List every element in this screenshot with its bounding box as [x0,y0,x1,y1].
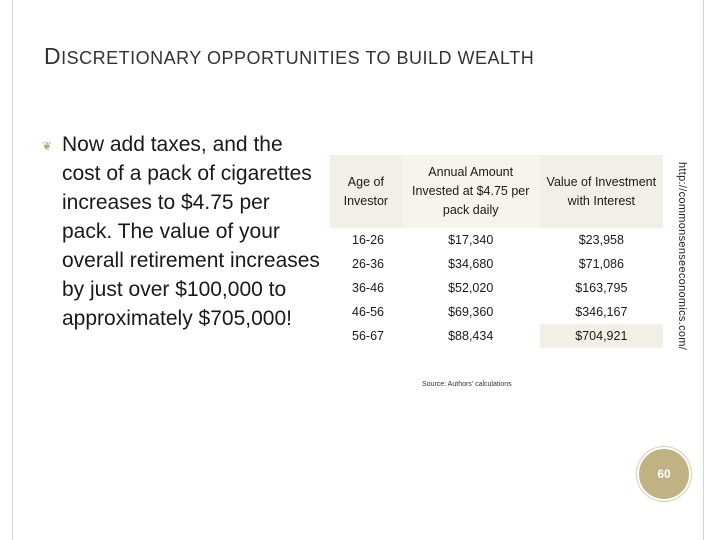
table-cell-highlighted: $704,921 [540,324,663,348]
investment-table [330,155,663,348]
table-cell: $346,167 [540,300,663,324]
table-cell: 36-46 [352,281,384,295]
table-header-row [330,155,663,228]
table-cell: 46-56 [352,305,384,319]
table-cell: $71,086 [540,252,663,276]
table-header-cell: Annual Amount Invested at $4.75 per pack daily [402,155,540,228]
source-note: Source: Authors' calculations [422,381,512,388]
body-paragraph: Now add taxes, and the cost of a pack of cigarettes increases to $4.75 per pack. The value of your overall retirement increases by just over $100,000 to approximately $705,000! [62,133,320,330]
table-cell: $17,340 [448,233,494,247]
slide-title: DISCRETIONARY OPPORTUNITIES TO BUILD WEALTH [44,43,535,69]
table-row [330,252,663,276]
table-cell: $23,958 [540,228,663,252]
table-row [330,228,663,252]
left-border-rule [12,0,13,540]
page-number: 60 [657,467,671,481]
flourish-bullet-icon: ❦ [42,139,53,153]
table-header-cell: Age of Investor [330,155,402,228]
table-cell: 26-36 [352,257,384,271]
table-row [330,276,663,300]
table-cell: $69,360 [448,305,494,319]
table-cell: $34,680 [448,257,494,271]
right-border-rule [703,0,704,540]
table-header-cell: Value of Investment with Interest [540,155,663,228]
table-cell: 16-26 [352,233,384,247]
table-cell: $163,795 [540,276,663,300]
table-row [330,300,663,324]
table-cell: 56-67 [352,329,384,343]
table-cell: $52,020 [448,281,494,295]
table-cell: $88,434 [448,329,494,343]
page-number-badge [637,447,691,501]
vertical-url-link[interactable]: http://commonsenseeconomics.com/ [676,162,688,351]
table-row [330,324,663,348]
